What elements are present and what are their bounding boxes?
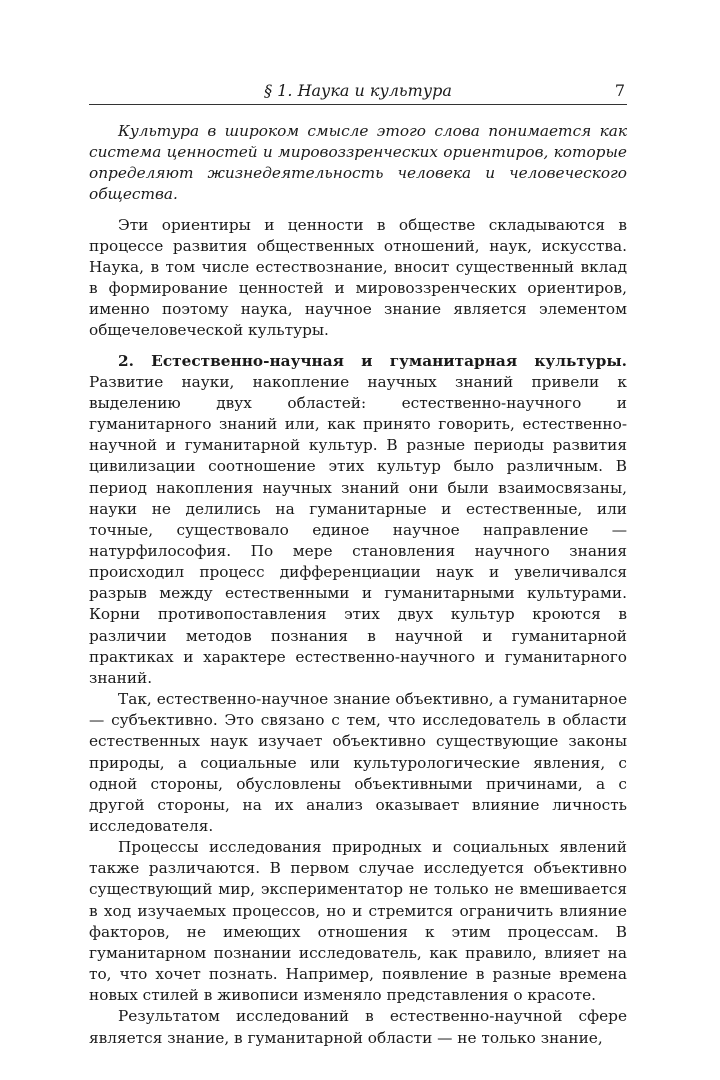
- paragraph-research-results: [89, 1006, 627, 1048]
- paragraph-two-cultures: [89, 351, 627, 690]
- paragraph-text: Так, естественно-научное знание объективно, а гуманитарное — субъективно. Это связано с тем, что исследователь в области естественных наук изучает объективно существующие законы природы, а социальные или культурологические явления, с одной стороны, обусловлены объективными причинами, а с другой стороны, на их анализ оказывает влияние личность исследователя.: [89, 690, 627, 835]
- paragraph-text: Эти ориентиры и ценности в обществе складываются в процессе развития общественных отношений, наук, искусства. Наука, в том числе естествознание, вносит существенный вклад в формирование ценностей и мировоззренческих ориентиров, именно поэтому наука, научное знание является элементом общечеловеческой культуры.: [89, 215, 627, 340]
- running-header: [89, 78, 627, 105]
- paragraph-text: Результатом исследований в естественно-научной сфере является знание, в гуманитарной области — не только знание,: [89, 1007, 627, 1047]
- paragraph-orientations: [89, 215, 627, 342]
- body-text: [89, 121, 627, 1049]
- paragraph-objectivity: [89, 689, 627, 837]
- paragraph-text: Процессы исследования природных и социальных явлений также различаются. В первом случае исследуется объективно существующий мир, экспериментатор не только не вмешивается в ход изучаемых процессов, но и стремится ограничить влияние факторов, не имеющих отношения к этим процессам. В гуманитарном познании исследователь, как правило, влияет на то, что хочет познать. Например, появление в разные времена новых стилей в живописи изменяло представления о красоте.: [89, 838, 627, 1005]
- culture-definition-paragraph: [89, 121, 627, 206]
- book-page: [89, 78, 627, 1049]
- section-heading: 2. Естественно-научная и гуманитарная культуры.: [118, 351, 627, 370]
- paragraph-text: Культура в широком смысле этого слова понимается как система ценностей и мировоззренческих ориентиров, которые определяют жизнедеятельность человека и человеческого общества.: [89, 122, 627, 204]
- paragraph-research-processes: [89, 837, 627, 1006]
- paragraph-text: Развитие науки, накопление научных знаний привели к выделению двух областей: естественно-научного и гуманитарного знаний или, как принято говорить, естественно-научной и гуманитарной культур. В разные периоды развития цивилизации соотношение этих культур было различным. В период накопления научных знаний они были взаимосвязаны, науки не делились на гуманитарные и естественные, или точные, существовало единое научное направление — натурфилософия. По мере становления научного знания происходил процесс дифференциации наук и увеличивался разрыв между естественными и гуманитарными культурами. Корни противопоставления этих двух культур кроются в различии методов познания в научной и гуманитарной практиках и характере естественно-научного и гуманитарного знаний.: [89, 372, 627, 687]
- section-title: § 1. Наука и культура: [264, 81, 452, 100]
- page-number: 7: [614, 81, 625, 100]
